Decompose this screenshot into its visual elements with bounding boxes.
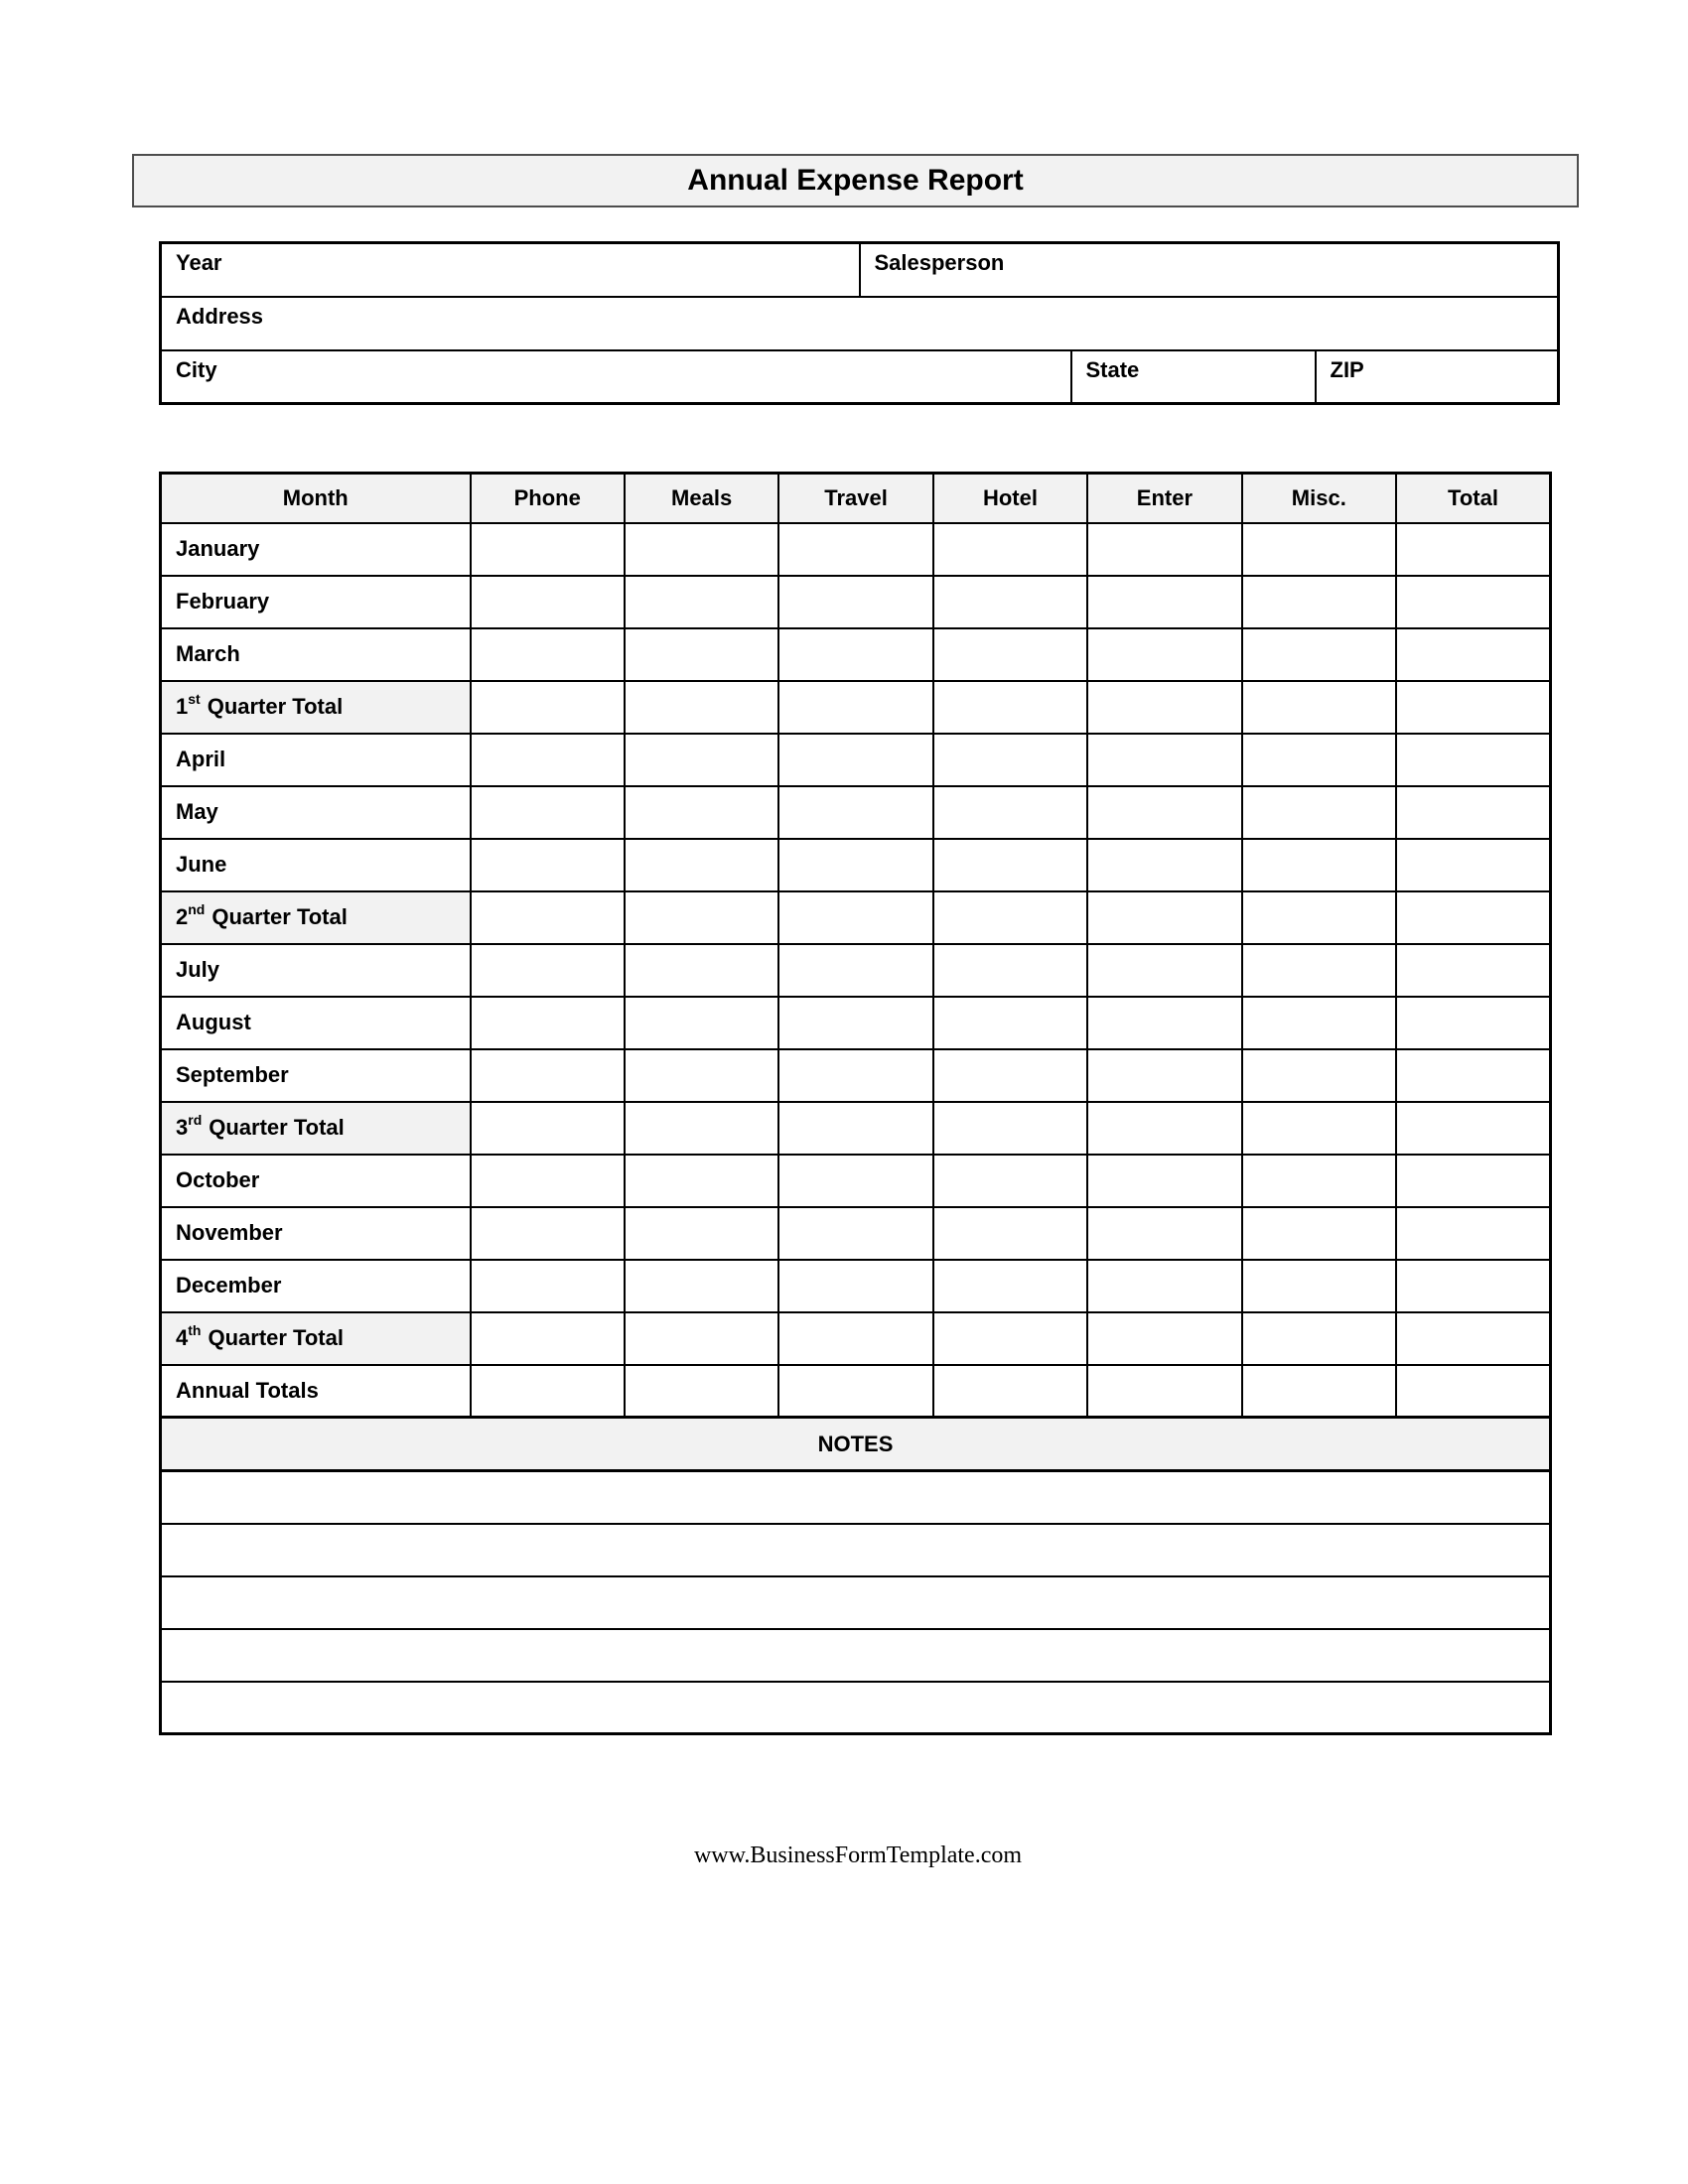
zip-label: ZIP bbox=[1330, 356, 1364, 382]
cell-april-travel[interactable] bbox=[778, 734, 932, 786]
cell-september-travel[interactable] bbox=[778, 1049, 932, 1102]
quarter-number: 1 bbox=[176, 694, 189, 719]
cell-november-travel[interactable] bbox=[778, 1207, 932, 1260]
table-row-july bbox=[161, 944, 1551, 997]
row-label-may: May bbox=[161, 786, 471, 839]
cell-q1-total-travel[interactable] bbox=[778, 681, 932, 734]
cell-q1-total-phone[interactable] bbox=[471, 681, 625, 734]
notes-line-3[interactable] bbox=[161, 1576, 1551, 1629]
cell-q2-total-misc[interactable] bbox=[1242, 891, 1396, 944]
cell-january-meals[interactable] bbox=[625, 523, 778, 576]
notes-line-5[interactable] bbox=[161, 1682, 1551, 1734]
row-label-june: June bbox=[161, 839, 471, 891]
quarter-ordinal: rd bbox=[188, 1112, 203, 1128]
cell-q3-total-meals[interactable] bbox=[625, 1102, 778, 1155]
notes-header-label: NOTES bbox=[161, 1418, 1551, 1471]
quarter-ordinal: nd bbox=[188, 901, 206, 917]
column-header-total: Total bbox=[1396, 474, 1550, 523]
cell-q1-total-total[interactable] bbox=[1396, 681, 1550, 734]
row-label-september: September bbox=[161, 1049, 471, 1102]
cell-q4-total-meals[interactable] bbox=[625, 1312, 778, 1365]
table-row-january bbox=[161, 523, 1551, 576]
report-title-bar bbox=[132, 154, 1579, 207]
cell-december-phone[interactable] bbox=[471, 1260, 625, 1312]
cell-june-phone[interactable] bbox=[471, 839, 625, 891]
row-label-q1-total bbox=[161, 681, 471, 734]
table-row-q3-total bbox=[161, 1102, 1551, 1155]
quarter-label: Quarter Total bbox=[209, 1115, 345, 1140]
cell-may-misc[interactable] bbox=[1242, 786, 1396, 839]
row-label-august: August bbox=[161, 997, 471, 1049]
form-row-city-state-zip bbox=[161, 350, 1559, 404]
cell-q2-total-phone[interactable] bbox=[471, 891, 625, 944]
cell-q1-total-hotel[interactable] bbox=[933, 681, 1087, 734]
cell-annual-totals-travel[interactable] bbox=[778, 1365, 932, 1418]
column-header-phone: Phone bbox=[471, 474, 625, 523]
cell-july-meals[interactable] bbox=[625, 944, 778, 997]
cell-april-phone[interactable] bbox=[471, 734, 625, 786]
cell-september-phone[interactable] bbox=[471, 1049, 625, 1102]
table-row-q1-total bbox=[161, 681, 1551, 734]
cell-q3-total-phone[interactable] bbox=[471, 1102, 625, 1155]
cell-march-meals[interactable] bbox=[625, 628, 778, 681]
notes-line-1[interactable] bbox=[161, 1471, 1551, 1524]
cell-april-misc[interactable] bbox=[1242, 734, 1396, 786]
cell-q4-total-misc[interactable] bbox=[1242, 1312, 1396, 1365]
column-header-month: Month bbox=[161, 474, 471, 523]
quarter-number: 3 bbox=[176, 1115, 189, 1140]
cell-june-meals[interactable] bbox=[625, 839, 778, 891]
row-label-october: October bbox=[161, 1155, 471, 1207]
notes-row-5 bbox=[161, 1682, 1551, 1734]
notes-row-2 bbox=[161, 1524, 1551, 1576]
form-row-address bbox=[161, 297, 1559, 350]
cell-q4-total-hotel[interactable] bbox=[933, 1312, 1087, 1365]
cell-q3-total-travel[interactable] bbox=[778, 1102, 932, 1155]
cell-august-meals[interactable] bbox=[625, 997, 778, 1049]
cell-september-misc[interactable] bbox=[1242, 1049, 1396, 1102]
column-header-hotel: Hotel bbox=[933, 474, 1087, 523]
cell-february-enter[interactable] bbox=[1087, 576, 1241, 628]
cell-may-meals[interactable] bbox=[625, 786, 778, 839]
cell-january-phone[interactable] bbox=[471, 523, 625, 576]
quarter-label: Quarter Total bbox=[211, 904, 348, 929]
cell-q2-total-travel[interactable] bbox=[778, 891, 932, 944]
cell-april-meals[interactable] bbox=[625, 734, 778, 786]
cell-september-meals[interactable] bbox=[625, 1049, 778, 1102]
cell-may-hotel[interactable] bbox=[933, 786, 1087, 839]
cell-q2-total-meals[interactable] bbox=[625, 891, 778, 944]
cell-q1-total-enter[interactable] bbox=[1087, 681, 1241, 734]
cell-august-enter[interactable] bbox=[1087, 997, 1241, 1049]
cell-april-total[interactable] bbox=[1396, 734, 1550, 786]
cell-february-meals[interactable] bbox=[625, 576, 778, 628]
cell-november-meals[interactable] bbox=[625, 1207, 778, 1260]
address-label: Address bbox=[176, 303, 264, 329]
table-row-august bbox=[161, 997, 1551, 1049]
table-row-q4-total bbox=[161, 1312, 1551, 1365]
cell-january-hotel[interactable] bbox=[933, 523, 1087, 576]
cell-december-misc[interactable] bbox=[1242, 1260, 1396, 1312]
cell-july-misc[interactable] bbox=[1242, 944, 1396, 997]
notes-row-3 bbox=[161, 1576, 1551, 1629]
cell-november-phone[interactable] bbox=[471, 1207, 625, 1260]
cell-july-travel[interactable] bbox=[778, 944, 932, 997]
row-label-january: January bbox=[161, 523, 471, 576]
table-row-june bbox=[161, 839, 1551, 891]
table-row-annual-totals bbox=[161, 1365, 1551, 1418]
table-row-november bbox=[161, 1207, 1551, 1260]
cell-august-misc[interactable] bbox=[1242, 997, 1396, 1049]
city-field[interactable] bbox=[161, 350, 1071, 404]
state-field[interactable] bbox=[1071, 350, 1316, 404]
table-row-september bbox=[161, 1049, 1551, 1102]
table-row-february bbox=[161, 576, 1551, 628]
row-label-q3-total bbox=[161, 1102, 471, 1155]
cell-august-phone[interactable] bbox=[471, 997, 625, 1049]
cell-march-hotel[interactable] bbox=[933, 628, 1087, 681]
cell-january-enter[interactable] bbox=[1087, 523, 1241, 576]
cell-july-phone[interactable] bbox=[471, 944, 625, 997]
cell-august-travel[interactable] bbox=[778, 997, 932, 1049]
cell-june-travel[interactable] bbox=[778, 839, 932, 891]
cell-february-total[interactable] bbox=[1396, 576, 1550, 628]
report-title: Annual Expense Report bbox=[687, 164, 1024, 197]
notes-row-4 bbox=[161, 1629, 1551, 1682]
table-row-may bbox=[161, 786, 1551, 839]
cell-annual-totals-misc[interactable] bbox=[1242, 1365, 1396, 1418]
cell-november-misc[interactable] bbox=[1242, 1207, 1396, 1260]
state-label: State bbox=[1085, 356, 1140, 382]
table-row-april bbox=[161, 734, 1551, 786]
cell-october-phone[interactable] bbox=[471, 1155, 625, 1207]
cell-june-total[interactable] bbox=[1396, 839, 1550, 891]
cell-october-travel[interactable] bbox=[778, 1155, 932, 1207]
notes-header-row bbox=[161, 1418, 1551, 1471]
cell-annual-totals-hotel[interactable] bbox=[933, 1365, 1087, 1418]
quarter-label: Quarter Total bbox=[208, 1325, 344, 1350]
cell-q4-total-enter[interactable] bbox=[1087, 1312, 1241, 1365]
notes-row-1 bbox=[161, 1471, 1551, 1524]
cell-may-total[interactable] bbox=[1396, 786, 1550, 839]
cell-march-phone[interactable] bbox=[471, 628, 625, 681]
cell-q3-total-total[interactable] bbox=[1396, 1102, 1550, 1155]
quarter-number: 4 bbox=[176, 1325, 189, 1350]
table-row-march bbox=[161, 628, 1551, 681]
cell-july-hotel[interactable] bbox=[933, 944, 1087, 997]
cell-june-misc[interactable] bbox=[1242, 839, 1396, 891]
cell-march-misc[interactable] bbox=[1242, 628, 1396, 681]
footer bbox=[159, 1843, 1557, 1869]
column-header-misc: Misc. bbox=[1242, 474, 1396, 523]
cell-may-phone[interactable] bbox=[471, 786, 625, 839]
quarter-ordinal: th bbox=[188, 1322, 202, 1338]
cell-march-total[interactable] bbox=[1396, 628, 1550, 681]
year-field[interactable] bbox=[161, 243, 860, 297]
row-label-q2-total bbox=[161, 891, 471, 944]
cell-may-enter[interactable] bbox=[1087, 786, 1241, 839]
cell-q1-total-meals[interactable] bbox=[625, 681, 778, 734]
cell-q2-total-hotel[interactable] bbox=[933, 891, 1087, 944]
zip-field[interactable] bbox=[1316, 350, 1559, 404]
cell-january-total[interactable] bbox=[1396, 523, 1550, 576]
quarter-number: 2 bbox=[176, 904, 189, 929]
cell-december-hotel[interactable] bbox=[933, 1260, 1087, 1312]
cell-february-travel[interactable] bbox=[778, 576, 932, 628]
cell-q1-total-misc[interactable] bbox=[1242, 681, 1396, 734]
table-row-december bbox=[161, 1260, 1551, 1312]
expense-table bbox=[159, 472, 1552, 1735]
cell-january-travel[interactable] bbox=[778, 523, 932, 576]
cell-q3-total-misc[interactable] bbox=[1242, 1102, 1396, 1155]
cell-october-meals[interactable] bbox=[625, 1155, 778, 1207]
notes-line-2[interactable] bbox=[161, 1524, 1551, 1576]
salesperson-field[interactable] bbox=[860, 243, 1559, 297]
cell-annual-totals-meals[interactable] bbox=[625, 1365, 778, 1418]
column-header-meals: Meals bbox=[625, 474, 778, 523]
cell-february-misc[interactable] bbox=[1242, 576, 1396, 628]
expense-table-header-row bbox=[161, 474, 1551, 523]
cell-october-misc[interactable] bbox=[1242, 1155, 1396, 1207]
cell-january-misc[interactable] bbox=[1242, 523, 1396, 576]
footer-url: www.BusinessFormTemplate.com bbox=[693, 1843, 1023, 1868]
row-label-q4-total bbox=[161, 1312, 471, 1365]
table-row-q2-total bbox=[161, 891, 1551, 944]
form-row-year-salesperson bbox=[161, 243, 1559, 297]
cell-april-hotel[interactable] bbox=[933, 734, 1087, 786]
cell-november-total[interactable] bbox=[1396, 1207, 1550, 1260]
cell-annual-totals-phone[interactable] bbox=[471, 1365, 625, 1418]
row-label-july: July bbox=[161, 944, 471, 997]
cell-december-enter[interactable] bbox=[1087, 1260, 1241, 1312]
cell-november-enter[interactable] bbox=[1087, 1207, 1241, 1260]
quarter-label: Quarter Total bbox=[207, 694, 344, 719]
cell-september-hotel[interactable] bbox=[933, 1049, 1087, 1102]
cell-december-meals[interactable] bbox=[625, 1260, 778, 1312]
row-label-november: November bbox=[161, 1207, 471, 1260]
cell-june-enter[interactable] bbox=[1087, 839, 1241, 891]
cell-july-enter[interactable] bbox=[1087, 944, 1241, 997]
cell-october-enter[interactable] bbox=[1087, 1155, 1241, 1207]
cell-q3-total-hotel[interactable] bbox=[933, 1102, 1087, 1155]
cell-q4-total-travel[interactable] bbox=[778, 1312, 932, 1365]
cell-march-travel[interactable] bbox=[778, 628, 932, 681]
column-header-travel: Travel bbox=[778, 474, 932, 523]
cell-q4-total-phone[interactable] bbox=[471, 1312, 625, 1365]
cell-september-total[interactable] bbox=[1396, 1049, 1550, 1102]
cell-june-hotel[interactable] bbox=[933, 839, 1087, 891]
row-label-april: April bbox=[161, 734, 471, 786]
cell-november-hotel[interactable] bbox=[933, 1207, 1087, 1260]
cell-december-total[interactable] bbox=[1396, 1260, 1550, 1312]
cell-annual-totals-total[interactable] bbox=[1396, 1365, 1550, 1418]
cell-september-enter[interactable] bbox=[1087, 1049, 1241, 1102]
notes-line-4[interactable] bbox=[161, 1629, 1551, 1682]
cell-q2-total-enter[interactable] bbox=[1087, 891, 1241, 944]
column-header-enter: Enter bbox=[1087, 474, 1241, 523]
city-label: City bbox=[176, 356, 217, 382]
cell-december-travel[interactable] bbox=[778, 1260, 932, 1312]
row-label-december: December bbox=[161, 1260, 471, 1312]
cell-march-enter[interactable] bbox=[1087, 628, 1241, 681]
cell-august-total[interactable] bbox=[1396, 997, 1550, 1049]
quarter-ordinal: st bbox=[188, 691, 201, 707]
contact-info-form bbox=[159, 241, 1560, 405]
row-label-february: February bbox=[161, 576, 471, 628]
cell-annual-totals-enter[interactable] bbox=[1087, 1365, 1241, 1418]
row-label-annual-totals: Annual Totals bbox=[161, 1365, 471, 1418]
year-label: Year bbox=[176, 250, 222, 275]
salesperson-label: Salesperson bbox=[874, 250, 1005, 275]
address-field[interactable] bbox=[161, 297, 1559, 350]
cell-august-hotel[interactable] bbox=[933, 997, 1087, 1049]
cell-october-total[interactable] bbox=[1396, 1155, 1550, 1207]
table-row-october bbox=[161, 1155, 1551, 1207]
cell-july-total[interactable] bbox=[1396, 944, 1550, 997]
cell-q3-total-enter[interactable] bbox=[1087, 1102, 1241, 1155]
cell-q4-total-total[interactable] bbox=[1396, 1312, 1550, 1365]
cell-q2-total-total[interactable] bbox=[1396, 891, 1550, 944]
cell-october-hotel[interactable] bbox=[933, 1155, 1087, 1207]
row-label-march: March bbox=[161, 628, 471, 681]
cell-february-hotel[interactable] bbox=[933, 576, 1087, 628]
cell-may-travel[interactable] bbox=[778, 786, 932, 839]
cell-april-enter[interactable] bbox=[1087, 734, 1241, 786]
cell-february-phone[interactable] bbox=[471, 576, 625, 628]
